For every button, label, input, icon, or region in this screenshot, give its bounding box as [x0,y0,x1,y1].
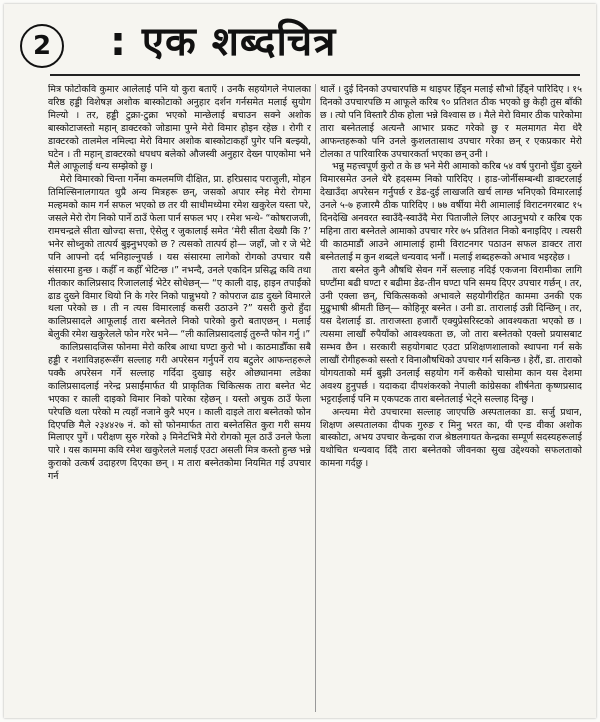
article-column-left [48,84,311,714]
paragraph: थालें । दुई दिनको उपचारपछि म थाइपर हिँड्न मलाई सौभो हिँड्ने पारिदिए । १५ दिनको उपचारपछि म आफूले करिब ९० प्रतिशत ठीक भएको छु केही तुस बाँकी छ । त्यो पनि विस्तारै ठीक होला भन्ने विश्वास छ । मैले मेरो विमार ठीक पारेकोमा तारा बस्नेतलाई अत्यन्तै आभार प्रकट गरेको छु र मलमागत मेरा धेरै आफन्तहरूको पनि उनले कुशलतासाथ उपचार गरेका छन् र एकप्रकार मेरो टोलका त पारिवारिक उपचारकर्ता भएका छन् उनी । [320,84,582,160]
paragraph: कालिप्रसादजिस फोनमा मेरो करिब आधा घण्टा कुरो भो । काठमाडौँका सबै हड्डी र नशाविज्ञहरूसँग सल्लाह गरी अपरेसन गर्नुपर्ने राय बटुलेर आफन्तहरूले पक्कै अपरेसन गर्ने सल्लाह गर्दिदा दुखाइ सहेर ओछ्यानमा लडेका कालिप्रसादलाई नरेन्द्र प्रसाईंमार्फत यी प्राकृतिक चिकित्सक तारा बस्नेत भेट भएका र काली दाइको विमार निको पारेका रहेछन् । यस्तो अचुक ठाउँ फेला परेपछि थला परेको म त्यहाँ नजाने कुरै भएन । काली दाइले तारा बस्नेतको फोन दिएपछि मैले २३४४२७ नं. को सो फोनमार्फत तारा बस्नेतसित कुरा गरी समय मिलाएर पुगें । परीक्षण सुरु गरेको ३ मिनेटभित्रै मेरो रोगको मूल ठाउँ उनले फेला पारे । यस काममा कवि रमेश खकुरेलले मलाई एउटा असली मित्र कस्तो हुन्छ भन्ने कुराको उत्कर्ष उदाहरण दिएका छन् । म तारा बस्नेतकोमा नियमित गई उपचार गर्न [48,342,311,483]
paragraph: अन्त्यमा मेरो उपचारमा सल्लाह जाएपछि अस्पतालका डा. सर्जु प्रधान, शिक्षण अस्पतालका दीपक गुरुङ र मिनु भरत का, यी एन्ड वीका अशोक बास्कोटा, अभय उपचार केन्द्रका राज श्रेष्ठलगायत केन्द्रका सम्पूर्ण सदस्यहरूलाई यथोचित धन्यवाद दिँदै तारा बस्नेतको जीवनका सुख उद्देश्यको सफलताको कामना गर्दछु । [320,406,582,470]
column-divider [315,84,316,712]
paragraph: भन्नु महत्त्वपूर्ण कुरो त के छ भने मेरी आमाको करिब ५४ वर्ष पुरानो घुँडा दुख्ने विमारसमेत उनले धेरै हदसम्म निको पारिदिए । हाड-जोर्नीसम्बन्धी डाक्टरलाई देखाउँदा अपरेसन गर्नुपर्छ र डेढ-दुई लाखजति खर्च लाग्छ भनिएको विमारलाई उनले ५-७ हजारमै ठीक पारिदिए । ७७ वर्षीया मेरी आमालाई विराटनगरबाट १५ दिनदेखि अनवरत स्वाउँदै-स्वाउँदै मेरा पिताजीले लिएर आउनुभयो र करिब एक महिना तारा बस्नेतले आमाको उपचार गरेर ७५ प्रतिशत निको बनाइदिए । त्यसरी यी काठमाडौं आउने आमालाई हामी विराटनगर पठाउन सफल डाक्टर तारा बस्नेतलाई म कुन शब्दले धन्यवाद भनौं । मलाई शब्दहरूको अभाव भइरहेछ । [320,161,582,263]
headline-divider [50,74,580,76]
article-headline: : एक शब्दचित्र [110,18,337,65]
paragraph: मित्र फोटोकवि कुमार आलेलाई पनि यो कुरा बताएँ । उनकै सहयोगले नेपालका वरिष्ठ हड्डी विशेषज्ञ अशोक बास्कोटाको अनुहार दर्शन गर्नसमेत मलाई सुयोग मिल्यो । तर, हड्डी टुक्रा-टुक्रा भएको मान्छेलाई बचाउन सक्ने अशोक बास्कोटाजस्तो महान् डाक्टरको जोडामा पुग्ने मेरो विमार होइन रहेछ । रोगी र डाक्टरको तालमेल नमिल्दा मेरो विमार अशोक बास्कोटाकहाँ पुगेर पनि बल्झ्यो, घटेन । ती महान् डाक्टरको धपधप बलेको औजस्वी अनुहार देख्न पाएकोमा भने मैले आफूलाई धन्य सम्झेको छु । [48,84,311,173]
paragraph: मेरो विमारको चिन्ता गर्नेमा कमलमणि दीक्षित, प्रा. हरिप्रसाद पराजुली, मोहन तिमिल्सिनालगायत थुप्रै अन्य मित्रहरू छन्, जसको अपार स्नेह मेरो रोगमा मल्हमको काम गर्न सफल भएको छ तर यी साधीमध्येमा रमेश खकुरेल यस्ता परे, जसले मेरो रोग निको पार्ने ठाउँ फेला पार्न सफल भए । रमेश भन्थे- “कोषराजजी, रामचन्द्रले सीता खोज्दा सत्ता, ऐसेलु र जुकालाई समेत ‘मेरी सीता देख्यौ कि ?’ भनेर सोध्नुको तात्पर्य बुझ्नुभएको छ ? त्यसको तात्पर्य हो— जहाँ, जो र जे भेटे पनि आफ्नो दर्द भनिहाल्नुपर्छ । यस संसारमा लागेको रोगको उपचार यसै संसारमा हुन्छ । कहीँ न कहीँ भेटिन्छ ।” नभन्दै, उनले एकदिन प्रसिद्ध कवि तथा गीतकार कालिप्रसाद रिजाललाई भेटेर सोधेछन्— “ए काली दाइ, हाइन तपाईंको ढाड दुख्ने विमार थियो नि के गरेर निको पान्नुभयो ? कोपराज ढाड दुख्ने विमारले थला परेको छ । ती न त्यस विमारलाई कसरी उठाउने ?” यसरी कुरो हुँदा कालिप्रसादले आफूलाई तारा बस्नेतले निको पारेको कुरो बताएछन् । मलाई बेलुकी रमेश खकुरेलले फोन गरेर भने— “ली कालिप्रसादलाई तुरुन्तै फोन गर्नु ।” [48,174,311,341]
article-column-right [320,84,582,714]
paragraph: तारा बस्नेत कुनै औषधि सेवन गर्ने सल्लाह नदिई एकजना विरामीका लागि घण्टौंमा बढी घण्टा र बढीमा डेढ-तीन घण्टा पनि समय दिएर उपचार गर्छन् । तर, उनी एक्ला छन्, चिकित्सकको अभावले सहयोगीरहित काममा उनकी एक मुढुभाषी श्रीमती छिन्— कोहिनूर बस्नेत । उनी डा. तारालाई उन्नी दिन्छिन् । तर, यस देशलाई डा. ताराजस्ता हजारौं एक्युप्रेसरिस्टको आवश्यकता भएको छ । त्यसमा लाखौं रुपैयाँको आवश्यकता छ, जो तारा बस्नेतको एक्लो प्रयासबाट सम्भव छैन । सरकारी सहयोगबाट एउटा प्रशिक्षणशालाको स्थापना गर्न सके लाखौं रोगीहरूको सस्तो र विनाऔषधिको उपचार गर्न सकिन्छ । हेरौं, डा. ताराको योगयताको मर्म बुझी उनलाई सहयोग गर्ने कसैको चासोमा कान यस देशमा अवश्य हुनुपर्छ । यदाकदा दीपशंकरको नेपाली कांग्रेसका शीर्षनेता कृष्णप्रसाद भट्टराईलाई पनि म एकपटक तारा बस्नेतलाई भेट्ने सल्लाह दिन्छु । [320,264,582,405]
issue-number: 2 [32,31,52,61]
issue-number-circle [20,24,64,68]
